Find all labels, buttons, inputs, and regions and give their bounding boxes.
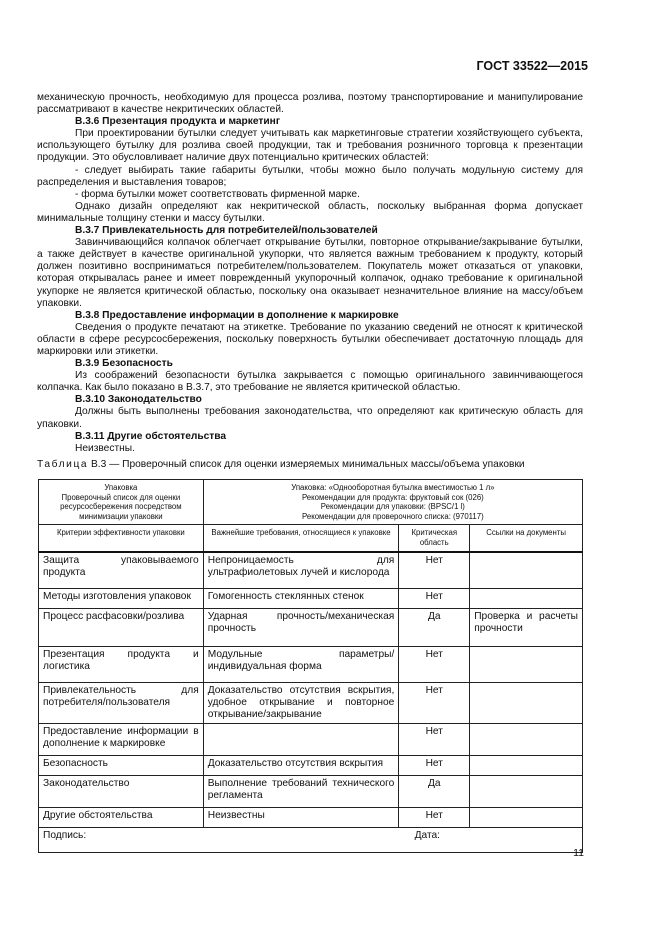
header-criteria: Критерии эффективности упаковки [39,525,204,552]
date-label: Дата: [414,830,440,842]
cell-critical: Да [399,776,470,808]
document-id: ГОСТ 33522—2015 [476,59,588,73]
cell-critical: Нет [399,647,470,683]
page-number: 11 [573,847,584,859]
paragraph: механическую прочность, необходимую для процесса розлива, поэтому транспортирование и манипулирование рассматривают в качестве некритических областей. [37,92,583,116]
table-row [39,609,583,647]
cell-criterion: Предоставление информации в дополнение к маркировке [39,724,204,756]
table-top-row [39,480,583,525]
table-top-left: Упаковка Проверочный список для оценки ресурсосбережения посредством минимизации упаковки [39,480,204,525]
table-header-row [39,525,583,552]
section-heading: В.3.6 Презентация продукта и маркетинг [75,116,281,128]
signature-label: Подпись: [43,830,87,842]
header-critical: Критическая область [399,525,470,552]
paragraph: Сведения о продукте печатают на этикетке. Требование по указанию сведений не относят к критической области в сфере ресурсосбережения, поскольку поверхность бутылки обеспечивает достаточную площадь для маркировки или этикетки. [37,321,583,357]
cell-criterion: Процесс расфасовки/розлива [39,609,204,647]
cell-refs: Проверка и расчеты прочности [470,609,583,647]
paragraph: Из соображений безопасности бутылка закрывается с помощью оригинального завинчивающегося колпачка. Как было показано в В.3.7, это требование не является критической областью. [37,370,583,394]
cell-requirement [203,724,399,756]
cell-criterion: Защита упаковываемого продукта [39,552,204,589]
section-heading: В.3.10 Законодательство [75,394,202,406]
cell-refs [470,756,583,776]
cell-requirement: Выполнение требований технического регламента [203,776,399,808]
cell-critical: Нет [399,589,470,609]
cell-refs [470,724,583,756]
table-caption [37,459,525,470]
table-top-right: Упаковка: «Однооборотная бутылка вместимостью 1 л» Рекомендации для продукта: фруктовый сок (026) Рекомендации для упаковки: (BPSC/1 l) Рекомендации для проверочного списка: (970117) [203,480,582,525]
table-caption-number: В.3 [91,459,107,470]
paragraph: При проектировании бутылки следует учитывать как маркетинговые стратегии хозяйствующего субъекта, использующего бутылку для розлива своей продукции, так и требования розничного торговца к презентации продукции. Это обусловливает наличие двух потенциально критических областей: [37,128,583,164]
checklist-table [38,479,583,853]
table-row [39,756,583,776]
cell-requirement: Ударная прочность/механическая прочность [203,609,399,647]
signature-cell [39,828,583,853]
cell-requirement: Доказательство отсутствия вскрытия, удобное открывание и повторное открывание/закрывание [203,683,399,724]
cell-refs [470,552,583,589]
cell-criterion: Методы изготовления упаковок [39,589,204,609]
table-row [39,647,583,683]
paragraph: Должны быть выполнены требования законодательства, что определяют как критическую область для упаковки. [37,406,583,430]
cell-requirement: Гомогенность стеклянных стенок [203,589,399,609]
table-row [39,724,583,756]
cell-critical: Нет [399,808,470,828]
section-heading: В.3.7 Привлекательность для потребителей/пользователей [75,225,378,237]
section-heading: В.3.11 Другие обстоятельства [75,430,227,442]
cell-refs [470,808,583,828]
table-caption-label: Таблица [37,459,89,470]
cell-requirement: Неизвестны [203,808,399,828]
cell-requirement: Модульные параметры/индивидуальная форма [203,647,399,683]
cell-criterion: Презентация продукта и логистика [39,647,204,683]
table-row [39,683,583,724]
document-body [37,92,583,455]
section-heading: В.3.9 Безопасность [75,358,173,370]
cell-requirement: Доказательство отсутствия вскрытия [203,756,399,776]
paragraph: - форма бутылки может соответствовать фирменной марке. [75,188,360,200]
paragraph: - следует выбирать такие габариты бутылки, чтобы можно было получать модульную систему для распределения и выставления товаров; [37,164,583,188]
cell-criterion: Безопасность [39,756,204,776]
cell-critical: Нет [399,756,470,776]
cell-requirement: Непроницаемость для ультрафиолетовых лучей и кислорода [203,552,399,589]
cell-critical: Да [399,609,470,647]
section-heading: В.3.8 Предоставление информации в дополнение к маркировке [75,309,399,321]
cell-criterion: Другие обстоятельства [39,808,204,828]
paragraph: Завинчивающийся колпачок облегчает открывание бутылки, повторное открывание/закрывание бутылки, а также действует в качестве оригинальной укупорки, что является важным требованием к продукту, который должен позитивно восприниматься потребителем/пользователем. Покупатель может отказаться от упаковки, которая открывалась ранее и имеет поврежденный укупорочный колпачок, однако требование к оригинальной укупорке не является критической областью, поскольку она оказывает незначительное влияние на массу/объем упаковки. [37,237,583,309]
cell-critical: Нет [399,683,470,724]
cell-refs [470,647,583,683]
header-requirements: Важнейшие требования, относящиеся к упаковке [203,525,399,552]
cell-criterion: Законодательство [39,776,204,808]
paragraph: Неизвестны. [75,442,135,454]
table-row [39,776,583,808]
cell-refs [470,683,583,724]
table-row [39,808,583,828]
table-row [39,552,583,589]
cell-refs [470,589,583,609]
cell-refs [470,776,583,808]
header-refs: Ссылки на документы [470,525,583,552]
table-row [39,589,583,609]
paragraph: Однако дизайн определяют как некритической область, поскольку выбранная форма допускает минимальные толщину стенки и массу бутылки. [37,200,583,224]
cell-criterion: Привлекательность для потребителя/пользователя [39,683,204,724]
cell-critical: Нет [399,724,470,756]
signature-row [39,828,583,853]
cell-critical: Нет [399,552,470,589]
table-caption-title: — Проверочный список для оценки измеряемых минимальных массы/объема упаковки [109,459,525,470]
